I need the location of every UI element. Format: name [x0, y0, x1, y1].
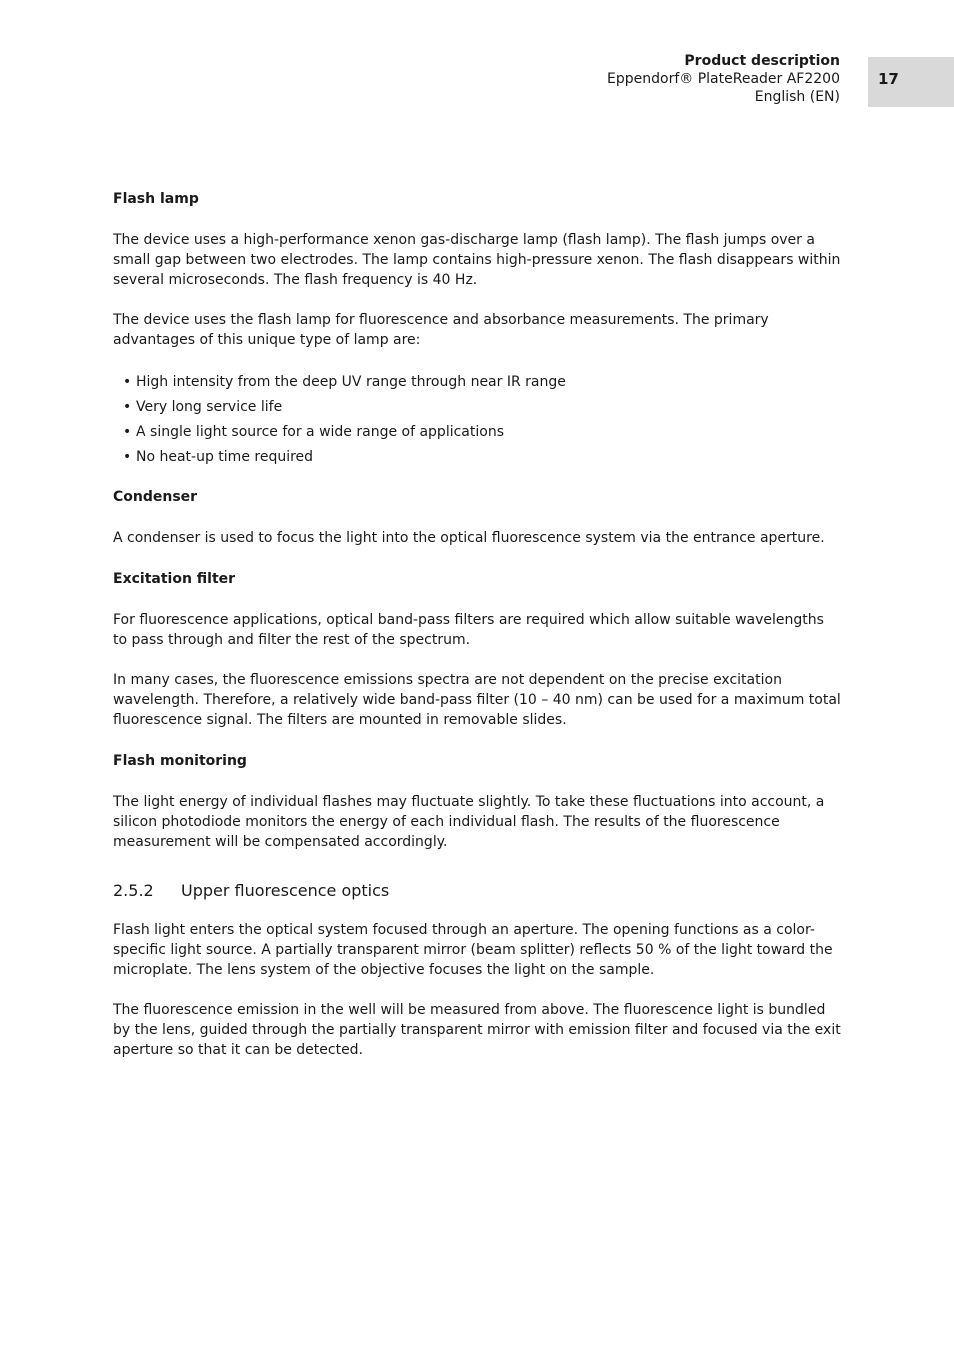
paragraph: Flash light enters the optical system focused through an aperture. The opening functions as a color-specific light source. A partially transparent mirror (beam splitter) reflects 50 % of the light toward the microplate. The lens system of the objective focuses the light on the sample.: [113, 922, 833, 978]
list-item: • No heat-up time required: [113, 445, 841, 470]
paragraph: The fluorescence emission in the well will be measured from above. The fluorescence light is bundled by the lens, guided through the partially transparent mirror with emission filter and focused via the exit aperture so that it can be detected.: [113, 1002, 841, 1058]
header-section-title: Product description: [684, 53, 840, 69]
list-item: • Very long service life: [113, 395, 841, 420]
page-number-tab: [868, 57, 954, 107]
paragraph: In many cases, the fluorescence emissions spectra are not dependent on the precise excitation wavelength. Therefore, a relatively wide band-pass filter (10 – 40 nm) can be used for a maximum total fluorescence signal. The filters are mounted in removable slides.: [113, 672, 841, 728]
header-product-name: Eppendorf® PlateReader AF2200: [607, 71, 840, 87]
paragraph: The device uses a high-performance xenon gas-discharge lamp (flash lamp). The flash jumps over a small gap between two electrodes. The lamp contains high-pressure xenon. The flash disappears within several microseconds. The flash frequency is 40 Hz.: [113, 232, 841, 288]
list-item: • A single light source for a wide range of applications: [113, 420, 841, 445]
page-header: [607, 52, 840, 106]
heading-flash-lamp: Flash lamp: [113, 191, 199, 207]
heading-excitation-filter: Excitation filter: [113, 571, 236, 587]
subsection-number: 2.5.2: [113, 881, 154, 900]
heading-flash-monitoring: Flash monitoring: [113, 753, 247, 769]
paragraph: A condenser is used to focus the light into the optical fluorescence system via the entrance aperture.: [113, 530, 825, 546]
paragraph: The device uses the flash lamp for fluorescence and absorbance measurements. The primary advantages of this unique type of lamp are:: [113, 312, 769, 348]
subsection-title: Upper fluorescence optics: [181, 881, 390, 900]
list-item: • High intensity from the deep UV range through near IR range: [113, 370, 841, 395]
subsection-heading: [113, 880, 841, 902]
paragraph: The light energy of individual flashes may fluctuate slightly. To take these fluctuations into account, a silicon photodiode monitors the energy of each individual flash. The results of the fluorescence measurement will be compensated accordingly.: [113, 794, 825, 850]
paragraph: For fluorescence applications, optical band-pass filters are required which allow suitable wavelengths to pass through and filter the rest of the spectrum.: [113, 612, 824, 648]
advantages-list: [113, 370, 841, 470]
page-content: [113, 188, 841, 1080]
page-number: 17: [878, 70, 899, 88]
heading-condenser: Condenser: [113, 489, 198, 505]
header-language: English (EN): [754, 89, 840, 105]
